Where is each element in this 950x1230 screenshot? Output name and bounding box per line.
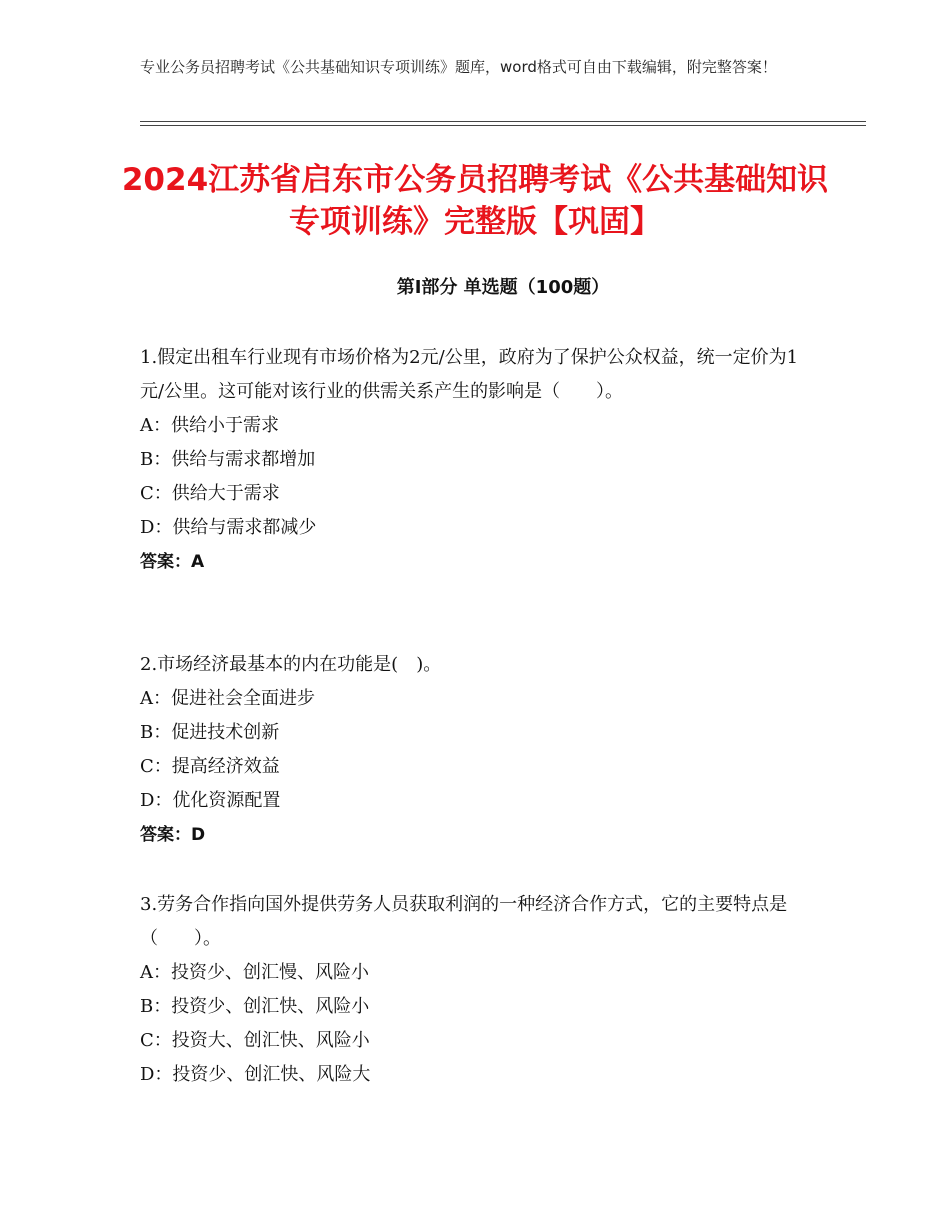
answer-line: 答案：D (140, 825, 206, 845)
question-1 (140, 341, 810, 579)
header-divider (140, 121, 866, 126)
option-b: B：促进技术创新 (140, 722, 280, 743)
option-a: A：促进社会全面进步 (140, 688, 315, 709)
question-stem: 2.市场经济最基本的内在功能是( )。 (140, 654, 442, 675)
question-stem: 1.假定出租车行业现有市场价格为2元/公里，政府为了保护公众权益，统一定价为1元/公里。这可能对该行业的供需关系产生的影响是（ ）。 (140, 347, 799, 402)
option-a: A：供给小于需求 (140, 415, 279, 436)
section-heading: 第Ⅰ部分 单选题（100题） (396, 277, 610, 298)
option-b: B：供给与需求都增加 (140, 449, 316, 470)
option-b: B：投资少、创汇快、风险小 (140, 996, 370, 1017)
question-3 (140, 888, 810, 1092)
option-c: C：投资大、创汇快、风险小 (140, 1030, 370, 1051)
document-title: 2024江苏省启东市公务员招聘考试《公共基础知识专项训练》完整版【巩固】 (121, 162, 829, 240)
option-d: D：供给与需求都减少 (140, 517, 317, 538)
answer-line: 答案：A (140, 552, 205, 572)
option-c: C：供给大于需求 (140, 483, 280, 504)
option-c: C：提高经济效益 (140, 756, 280, 777)
header-note: 专业公务员招聘考试《公共基础知识专项训练》题库，word格式可自由下载编辑，附完整答案！ (140, 58, 777, 76)
question-2 (140, 648, 810, 852)
option-d: D：优化资源配置 (140, 790, 281, 811)
option-a: A：投资少、创汇慢、风险小 (140, 962, 369, 983)
question-stem: 3.劳务合作指向国外提供劳务人员获取利润的一种经济合作方式，它的主要特点是（ ）。 (140, 894, 788, 949)
option-d: D：投资少、创汇快、风险大 (140, 1064, 371, 1085)
